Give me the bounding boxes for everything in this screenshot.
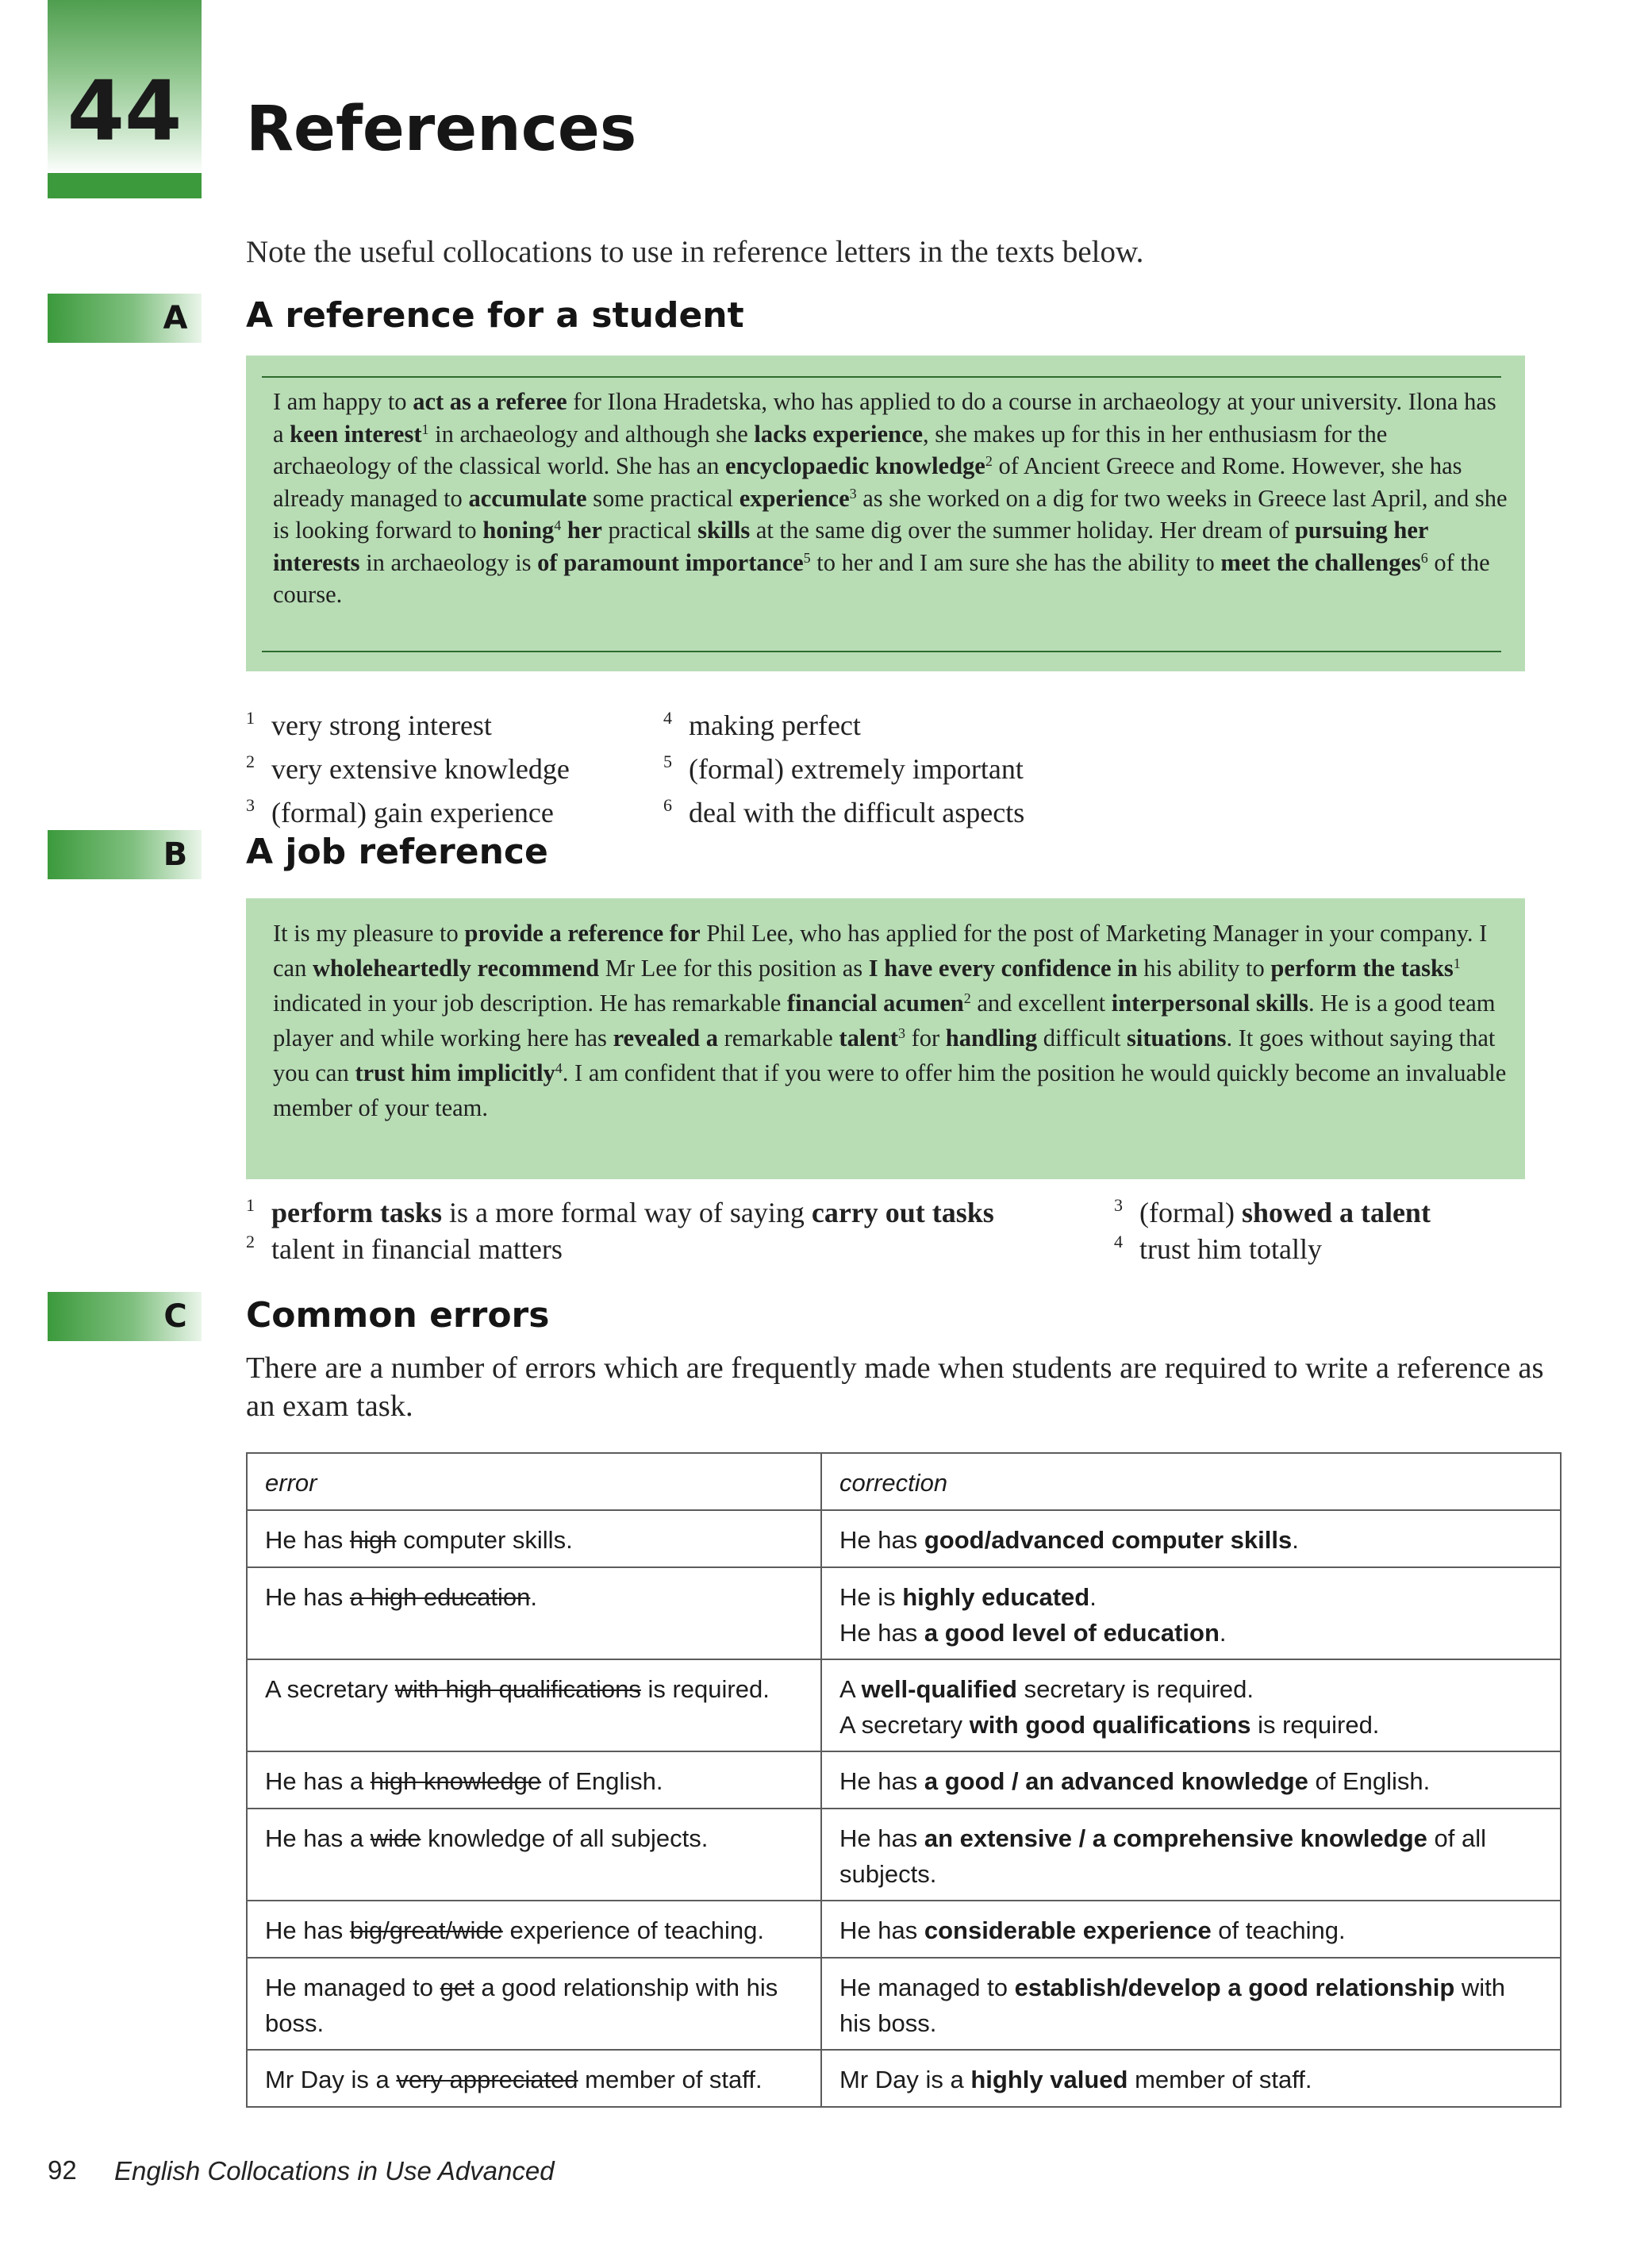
column-header-error: error [247, 1453, 821, 1510]
box-rule-top [262, 376, 1501, 378]
unit-number-bar [48, 173, 202, 198]
page-number: 92 [48, 2155, 77, 2185]
correction-line: He has an extensive / a comprehensive knowledge of all subjects. [839, 1824, 1486, 1888]
table-row [247, 1751, 1561, 1809]
footnote-item [663, 787, 1024, 831]
job-reference-box [246, 898, 1525, 1179]
section-b-heading: A job reference [246, 832, 548, 872]
column-header-correction: correction [821, 1453, 1561, 1510]
error-cell: He has a high knowledge of English. [247, 1751, 821, 1809]
table-row [247, 2050, 1561, 2107]
correction-cell [821, 1901, 1561, 1958]
section-b-footnote-2: 2 talent in financial matters [246, 1232, 563, 1265]
page-title: References [246, 94, 637, 165]
footnote-text: (formal) extremely important [689, 753, 1024, 785]
section-a-footnotes-right [663, 700, 1024, 831]
footnote-text: (formal) gain experience [271, 797, 554, 828]
section-c-heading: Common errors [246, 1295, 550, 1336]
table-row [247, 1901, 1561, 1958]
footnote-text: very strong interest [271, 709, 492, 741]
table-row [247, 1809, 1561, 1901]
box-rule-bottom [262, 651, 1501, 652]
section-a-letter: A [163, 300, 188, 336]
footnote-number: 4 [663, 708, 672, 728]
common-errors-table [246, 1452, 1562, 2108]
section-b-footnote-3: 3 (formal) showed a talent [1114, 1195, 1431, 1228]
error-cell: He managed to get a good relationship with his boss. [247, 1958, 821, 2050]
student-reference-text: I am happy to act as a referee for Ilona Hradetska, who has applied to do a course in archaeology at your university. Ilona has a keen interest$^1$ in archaeology and although she lacks experience, she makes up for this in her enthusiasm for the archaeology of the classical world. She has an encyclopaedic knowledge$^2$ of Ancient Greece and Rome. However, she has already managed to accumulate some practical experience$^3$ as she worked on a dig for two weeks in Greece last April, and she is looking forward to honing$^4$ her practical skills at the same dig over the summer holiday. Her dream of pursuing her interests in archaeology is of paramount importance$^5$ to her and I am sure she has the ability to meet the challenges$^6$ of the course. [273, 388, 1508, 608]
correction-line: He is highly educated. [839, 1583, 1097, 1611]
correction-line: A secretary with good qualifications is required. [839, 1711, 1380, 1739]
footnote-number: 6 [663, 795, 672, 815]
table-row [247, 1510, 1561, 1567]
section-c-letter: C [163, 1298, 187, 1335]
footnote-number: 2 [246, 752, 255, 771]
error-cell: Mr Day is a very appreciated member of staff. [247, 2050, 821, 2107]
table-header-row [247, 1453, 1561, 1510]
footnote-item [663, 744, 1024, 787]
correction-cell [821, 1809, 1561, 1901]
footnote-item [246, 744, 570, 787]
intro-text: Note the useful collocations to use in reference letters in the texts below. [246, 235, 1144, 269]
section-b-letter: B [163, 836, 188, 873]
common-errors-body [247, 1453, 1561, 2107]
student-reference-box [246, 356, 1525, 671]
footnote-item [663, 700, 1024, 744]
correction-line: Mr Day is a highly valued member of staff. [839, 2066, 1312, 2093]
correction-line: A well-qualified secretary is required. [839, 1675, 1254, 1703]
table-row [247, 1958, 1561, 2050]
job-reference-text: It is my pleasure to provide a reference for Phil Lee, who has applied for the post of Marketing Manager in your company. I can wholeheartedly recommend Mr Lee for this position as I have every confidence in his ability to perform the tasks$^1$ indicated in your job description. He has remarkable financial acumen$^2$ and excellent interpersonal skills. He is a good team player and while working here has revealed a remarkable talent$^3$ for handling difficult situations. It goes without saying that you can trust him implicitly$^4$. I am confident that if you were to offer him the position he would quickly become an invaluable member of your team. [273, 920, 1507, 1121]
table-row [247, 1659, 1561, 1751]
error-cell: He has a high education. [247, 1567, 821, 1659]
error-cell: A secretary with high qualifications is required. [247, 1659, 821, 1751]
table-row [247, 1567, 1561, 1659]
book-title: English Collocations in Use Advanced [114, 2156, 555, 2185]
correction-cell [821, 1659, 1561, 1751]
correction-cell [821, 1751, 1561, 1809]
footnote-item [246, 700, 570, 744]
correction-cell [821, 1567, 1561, 1659]
correction-cell [821, 1958, 1561, 2050]
footnote-text: very extensive knowledge [271, 753, 570, 785]
section-b-footnote-4: 4 trust him totally [1114, 1232, 1322, 1265]
correction-line: He managed to establish/develop a good relationship with his boss. [839, 1974, 1505, 2037]
footnote-number: 3 [246, 795, 255, 815]
footnote-item [246, 787, 570, 831]
footnote-number: 1 [246, 708, 255, 728]
correction-cell [821, 2050, 1561, 2107]
error-cell: He has big/great/wide experience of teaching. [247, 1901, 821, 1958]
correction-line: He has a good / an advanced knowledge of English. [839, 1767, 1431, 1795]
section-a-heading: A reference for a student [246, 295, 744, 336]
section-a-footnotes-left [246, 700, 570, 831]
section-b-footnote-1: 1 perform tasks is a more formal way of saying carry out tasks [246, 1195, 994, 1228]
footnote-text: deal with the difficult aspects [689, 797, 1025, 828]
correction-line: He has a good level of education. [839, 1619, 1227, 1647]
section-c-intro: There are a number of errors which are frequently made when students are required to write a reference as an exam task. [246, 1351, 1544, 1423]
correction-line: He has considerable experience of teaching. [839, 1916, 1346, 1944]
error-cell: He has a wide knowledge of all subjects. [247, 1809, 821, 1901]
correction-cell [821, 1510, 1561, 1567]
unit-number: 44 [67, 63, 182, 160]
footnote-text: making perfect [689, 709, 861, 741]
footnote-number: 5 [663, 752, 672, 771]
correction-line: He has good/advanced computer skills. [839, 1526, 1299, 1554]
error-cell: He has high computer skills. [247, 1510, 821, 1567]
